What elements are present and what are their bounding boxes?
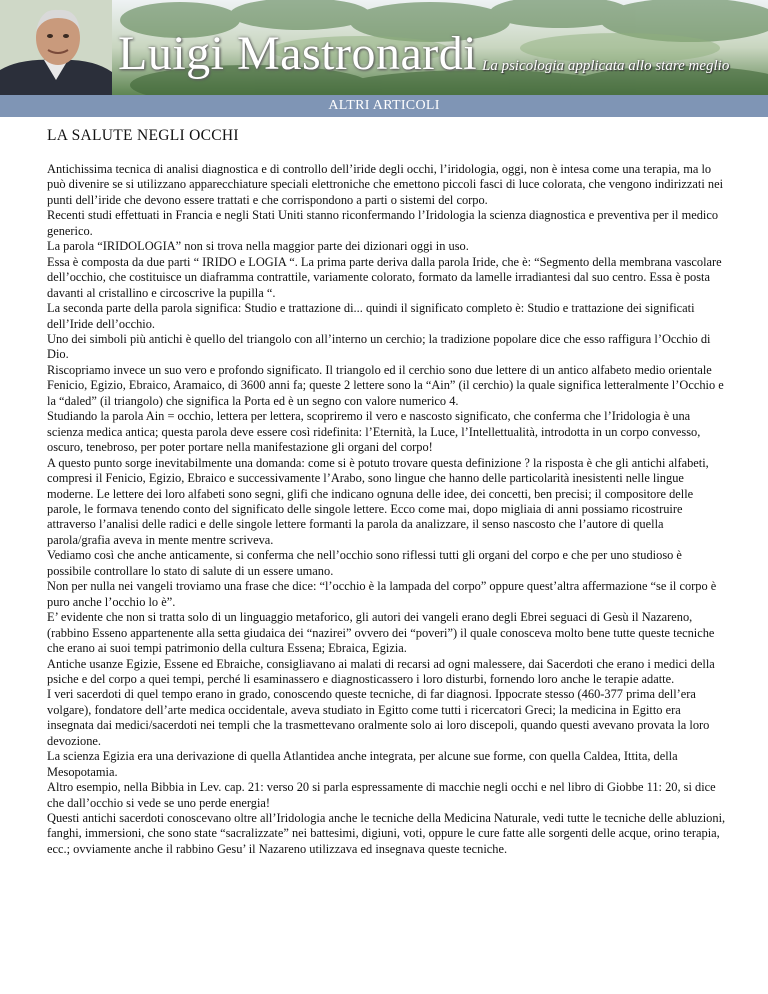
article-body [47,162,728,857]
article-paragraph: Antiche usanze Egizie, Essene ed Ebraiche, consigliavano ai malati di recarsi ad ogni malessere, dai Sacerdoti che erano i medici della psiche e del corpo a quei tempi, perché li esaminassero e diagnosticassero i loro disturbi, fornendo loro anche le terapie adatte. [47,656,715,686]
article-paragraph: Vediamo così che anche anticamente, si conferma che nell’occhio sono riflessi tutti gli organi del corpo e che per uno studioso è possibile controllare lo stato di salute di un essere umano. [47,548,682,578]
article-paragraph: Studiando la parola Ain = occhio, lettera per lettera, scopriremo il vero e nascosto significato, che conferma che l’Iridologia è una scienza medica antica; questa parola deve essere così ridefinita: l’Eternità, la Luce, l’Intellettualità, introdotta in un corpo convesso, oscuro, tenebroso, per poter portare nella manifestazione gli organi del corpo! [47,409,701,455]
article-paragraph: Riscopriamo invece un suo vero e profondo significato. Il triangolo ed il cerchio sono due lettere di un antico alfabeto medio orientale Fenicio, Egizio, Ebraico, Aramaico, di 3600 anni fa; queste 2 lettere sono la “Ain” (il cerchio) la quale significa letteralmente l’Occhio e la “daled” (il triangolo) che significa la Porta ed è un segno con valore numerico 4. [47,362,724,408]
article-paragraph: La scienza Egizia era una derivazione di quella Atlantidea anche integrata, per alcune sue forme, con quella Caldea, Ittita, della Mesopotamia. [47,749,678,779]
author-portrait [0,0,112,95]
article-title: LA SALUTE NEGLI OCCHI [47,127,239,144]
article-paragraph: La seconda parte della parola significa: Studio e trattazione di... quindi il significato completo è: Studio e trattazione dei significati dell’Iride dell’occhio. [47,301,695,331]
article-paragraph: Uno dei simboli più antichi è quello del triangolo con all’interno un cerchio; la tradizione popolare dice che esso raffigura l’Occhio di Dio. [47,331,711,362]
nav-link-altri-articoli[interactable]: ALTRI ARTICOLI [328,98,440,113]
article-paragraph: Altro esempio, nella Bibbia in Lev. cap. 21: verso 20 si parla espressamente di macchie negli occhi e nel libro di Giobbe 11: 20, si dice che dall’occhio si vede se uno perde energia! [47,780,716,810]
site-name: Luigi Mastronardi [118,27,478,80]
article-paragraph: Antichissima tecnica di analisi diagnostica e di controllo dell’iride degli occhi, l’iridologia, oggi, non è intesa come una terapia, ma lo può divenire se si utilizzano apparecchiature speciali elettroniche che emettono piccoli fasci di luce colorata, che vengono indirizzati nei punti dell’iride che devono essere trattati e che corrispondono a parti o sistemi del corpo. [47,162,724,207]
article-paragraph: La parola “IRIDOLOGIA” non si trova nella maggior parte dei dizionari oggi in uso. [47,239,469,254]
article-paragraph: Questi antichi sacerdoti conoscevano oltre all’Iridologia anche le tecniche della Medicina Naturale, vedi tutte le tecniche delle abluzioni, fanghi, immersioni, che sono state “sacralizzate” nei battesimi, digiuni, voti, oppure le cure fatte alle sorgenti delle acque, orino terapia, ecc.; ovviamente anche il rabbino Gesu’ il Nazareno utilizzava ed insegnava queste tecniche. [47,811,726,856]
article [0,117,768,857]
article-paragraph: E’ evidente che non si tratta solo di un linguaggio metaforico, gli autori dei vangeli erano degli Ebrei seguaci di Gesù il Nazareno, (rabbino Esseno appartenente alla setta giudaica dei “nazirei” ovvero dei “poveri”) il quale conosceva molto bene tutte queste tecniche che erano ai suoi tempi patrimonio della cultura Essena; Ebraica, Egizia. [47,610,715,656]
article-paragraph: Non per nulla nei vangeli troviamo una frase che dice: “l’occhio è la lampada del corpo” oppure quest’altra affermazione “se il corpo è puro anche l’occhio lo è”. [47,579,717,609]
site-tagline: La psicologia applicata allo stare meglio [482,58,730,74]
article-paragraph: A questo punto sorge inevitabilmente una domanda: come si è potuto trovare questa definizione ? la risposta è che gli antichi alfabeti, compresi il Fenicio, Egizio, Ebraico e successivamente l’Arabo, sono lingue che hanno delle particolarità inesistenti nelle lingue moderne. Le lettere dei loro alfabeti sono segni, glifi che indicano ognuna delle idee, dei concetti, ben precisi; il compositore delle parole, le formava tenendo conto del significato delle singole lettere. Ecco come mai, dopo migliaia di anni possiamo ricostruire attraverso l’analisi delle radici e delle singole lettere formanti la parola da analizzare, il senso nascosto che l’autore di quella parola/grafia aveva in mente mentre scriveva. [47,455,709,547]
article-paragraph: I veri sacerdoti di quel tempo erano in grado, conoscendo queste tecniche, di far diagnosi. Ippocrate stesso (460-377 prima dell’era volgare), fondatore dell’arte medica occidentale, aveva studiato in Egitto come tutti i ricercatori Greci; la medicina in Egitto era insegnata dai medici/sacerdoti nei templi che la trasmettevano oralmente solo ai loro discepoli, quando questi avevano provata la loro devozione. [47,687,710,748]
article-paragraph: Recenti studi effettuati in Francia e negli Stati Uniti stanno riconfermando l’Iridologia la scienza diagnostica e preventiva per il medico generico. [47,208,719,238]
nav-bar [0,95,768,117]
article-paragraph: Essa è composta da due parti “ IRIDO e LOGIA “. La prima parte deriva dalla parola Iride, che è: “Segmento della membrana vascolare dell’occhio, che costituisce un diaframma contrattile, variamente colorato, formato da lamelle irradiantesi dal suo centro. Essa è posta davanti al cristallino e circoscrive la pupilla “. [47,254,722,300]
site-header [0,0,768,95]
